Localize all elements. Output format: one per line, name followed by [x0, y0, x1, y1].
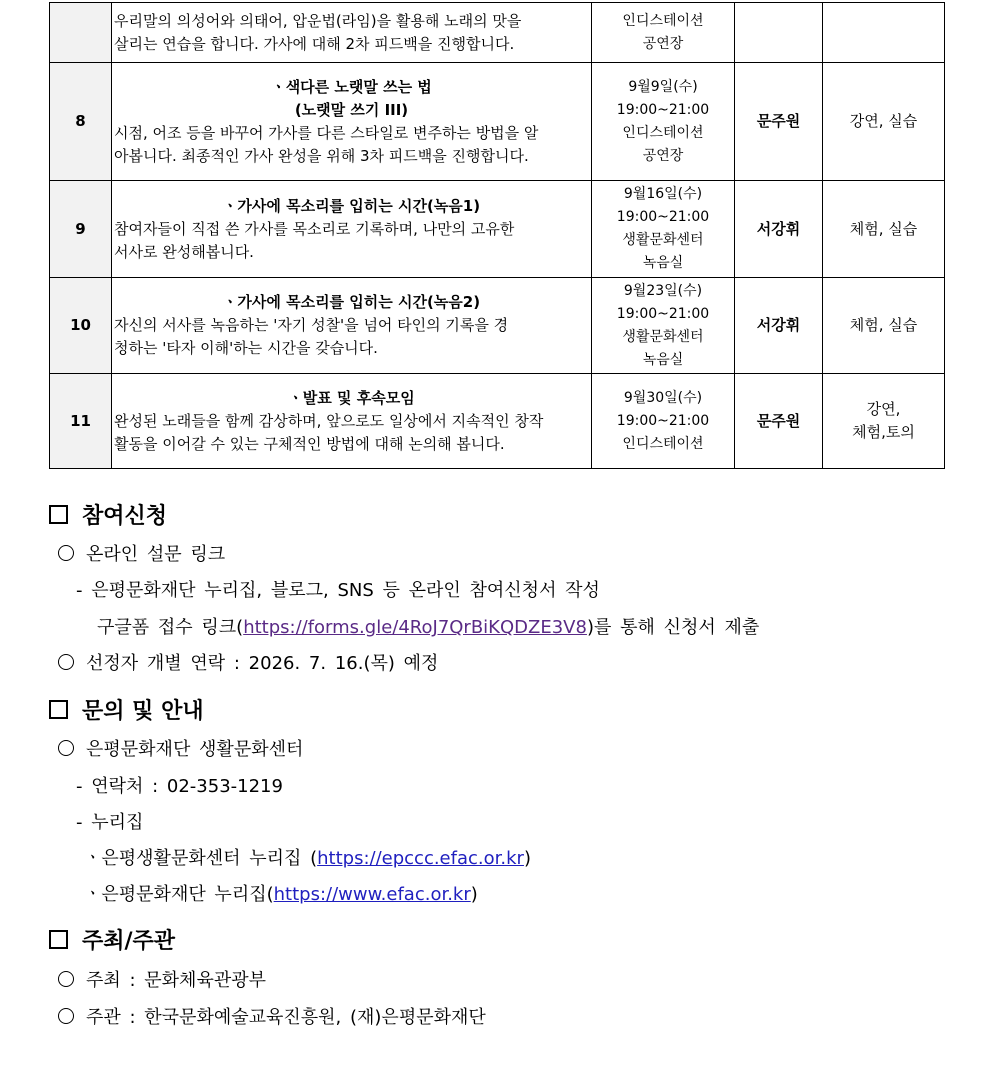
inquiry-site2: ㆍ은평문화재단 누리집(https://www.efac.or.kr) — [84, 884, 478, 905]
session-datetime-place — [592, 3, 735, 63]
session-text-line: 살리는 연습을 합니다. 가사에 대해 2차 피드백을 진행합니다. — [114, 34, 515, 53]
circle-bullet-icon — [58, 654, 74, 670]
schedule-row — [50, 63, 945, 181]
program-schedule-table — [49, 2, 945, 469]
session-text-line: 시점, 어조 등을 바꾸어 가사를 다른 스타일로 변주하는 방법을 알 — [114, 123, 539, 142]
inquiry-site1: ㆍ은평생활문화센터 누리집 (https://epccc.efac.or.kr) — [84, 848, 531, 869]
epccc-link[interactable]: https://epccc.efac.or.kr — [317, 848, 524, 869]
session-method — [823, 3, 945, 63]
session-instructor — [735, 3, 823, 63]
session-method — [823, 63, 945, 181]
session-text-line: 아봅니다. 최종적인 가사 완성을 위해 3차 피드백을 진행합니다. — [114, 146, 529, 165]
session-number — [50, 3, 112, 63]
when-line: 인디스테이션 — [622, 435, 704, 452]
when-line: 생활문화센터 — [622, 232, 704, 248]
method-line: 체험, 실습 — [849, 219, 918, 238]
section-heading-apply: 참여신청 — [49, 502, 167, 532]
inquiry-web: - 누리집 — [76, 812, 144, 833]
session-description — [112, 63, 592, 181]
efac-link[interactable]: https://www.efac.or.kr — [273, 884, 471, 905]
session-instructor: 서강휘 — [735, 181, 823, 278]
inquiry-contact: - 연락처 : 02-353-1219 — [76, 776, 283, 797]
square-bullet-icon — [49, 930, 68, 949]
session-text-line: 우리말의 의성어와 의태어, 압운법(라임)을 활용해 노래의 맛을 — [114, 11, 522, 30]
session-number: 10 — [50, 278, 112, 374]
apply-google-form: 구글폼 접수 링크(https://forms.gle/4RoJ7QrBiKQDZE3V8)를 통해 신청서 제출 — [97, 617, 760, 638]
session-instructor: 서강휘 — [735, 278, 823, 374]
session-method — [823, 181, 945, 278]
circle-bullet-icon — [58, 545, 74, 561]
circle-bullet-icon — [58, 740, 74, 756]
apply-online-detail: - 은평문화재단 누리집, 블로그, SNS 등 온라인 참여신청서 작성 — [76, 580, 600, 601]
schedule-row — [50, 3, 945, 63]
square-bullet-icon — [49, 505, 68, 524]
schedule-row — [50, 278, 945, 374]
when-line: 19:00~21:00 — [616, 305, 710, 322]
when-line: 공연장 — [642, 35, 684, 52]
session-method — [823, 374, 945, 469]
session-title: ㆍ색다른 노랫말 쓰는 법 — [271, 77, 432, 96]
apply-online-item: 온라인 설문 링크 — [58, 542, 225, 568]
square-bullet-icon — [49, 700, 68, 719]
when-line: 녹음실 — [642, 255, 684, 271]
session-description — [112, 278, 592, 374]
session-text-line: 자신의 서사를 녹음하는 '자기 성찰'을 넘어 타인의 기록을 경 — [114, 316, 509, 334]
session-description — [112, 3, 592, 63]
method-line: 강연, 실습 — [849, 112, 918, 130]
session-text-line: 완성된 노래들을 함께 감상하며, 앞으로도 일상에서 지속적인 창작 — [114, 411, 544, 430]
when-line: 9월30일(수) — [623, 389, 703, 406]
when-line: 19:00~21:00 — [616, 101, 710, 118]
session-title: (노랫말 쓰기 III) — [294, 100, 409, 119]
session-description — [112, 181, 592, 278]
method-line: 강연, — [866, 400, 901, 418]
session-title: ㆍ가사에 목소리를 입히는 시간(녹음2) — [222, 293, 481, 311]
schedule-row — [50, 374, 945, 469]
inquiry-org: 은평문화재단 생활문화센터 — [58, 737, 303, 763]
when-line: 9월23일(수) — [623, 282, 703, 299]
host-line: 주최 : 문화체육관광부 — [58, 968, 266, 994]
session-number: 11 — [50, 374, 112, 469]
session-text-line: 활동을 이어갈 수 있는 구체적인 방법에 대해 논의해 봅니다. — [114, 434, 505, 453]
when-line: 9월9일(수) — [628, 78, 698, 95]
section-heading-host: 주최/주관 — [49, 927, 175, 957]
session-title: ㆍ가사에 목소리를 입히는 시간(녹음1) — [222, 196, 481, 215]
when-line: 생활문화센터 — [622, 328, 704, 345]
method-line: 체험,토의 — [852, 423, 915, 441]
session-text-line: 청하는 '타자 이해'하는 시간을 갖습니다. — [114, 339, 378, 357]
circle-bullet-icon — [58, 1008, 74, 1024]
session-description — [112, 374, 592, 469]
schedule-row — [50, 181, 945, 278]
session-number: 8 — [50, 63, 112, 181]
when-line: 19:00~21:00 — [616, 209, 710, 225]
organizer-line: 주관 : 한국문화예술교육진흥원, (재)은평문화재단 — [58, 1005, 486, 1031]
when-line: 녹음실 — [642, 351, 684, 368]
when-line: 인디스테이션 — [622, 12, 704, 29]
session-datetime-place — [592, 63, 735, 181]
google-form-link[interactable]: https://forms.gle/4RoJ7QrBiKQDZE3V8 — [243, 617, 587, 638]
method-line: 체험, 실습 — [849, 316, 918, 334]
when-line: 공연장 — [642, 147, 684, 164]
session-text-line: 서사로 완성해봅니다. — [114, 242, 254, 261]
section-heading-inquiry: 문의 및 안내 — [49, 697, 204, 727]
session-method — [823, 278, 945, 374]
circle-bullet-icon — [58, 971, 74, 987]
session-datetime-place — [592, 374, 735, 469]
session-title: ㆍ발표 및 후속모임 — [288, 388, 415, 407]
session-datetime-place — [592, 181, 735, 278]
when-line: 19:00~21:00 — [616, 412, 710, 429]
apply-notice: 선정자 개별 연락 : 2026. 7. 16.(목) 예정 — [58, 651, 438, 677]
session-instructor: 문주원 — [735, 63, 823, 181]
session-number: 9 — [50, 181, 112, 278]
session-datetime-place — [592, 278, 735, 374]
session-text-line: 참여자들이 직접 쓴 가사를 목소리로 기록하며, 나만의 고유한 — [114, 219, 515, 238]
when-line: 9월16일(수) — [623, 186, 703, 202]
when-line: 인디스테이션 — [622, 124, 704, 141]
session-instructor: 문주원 — [735, 374, 823, 469]
